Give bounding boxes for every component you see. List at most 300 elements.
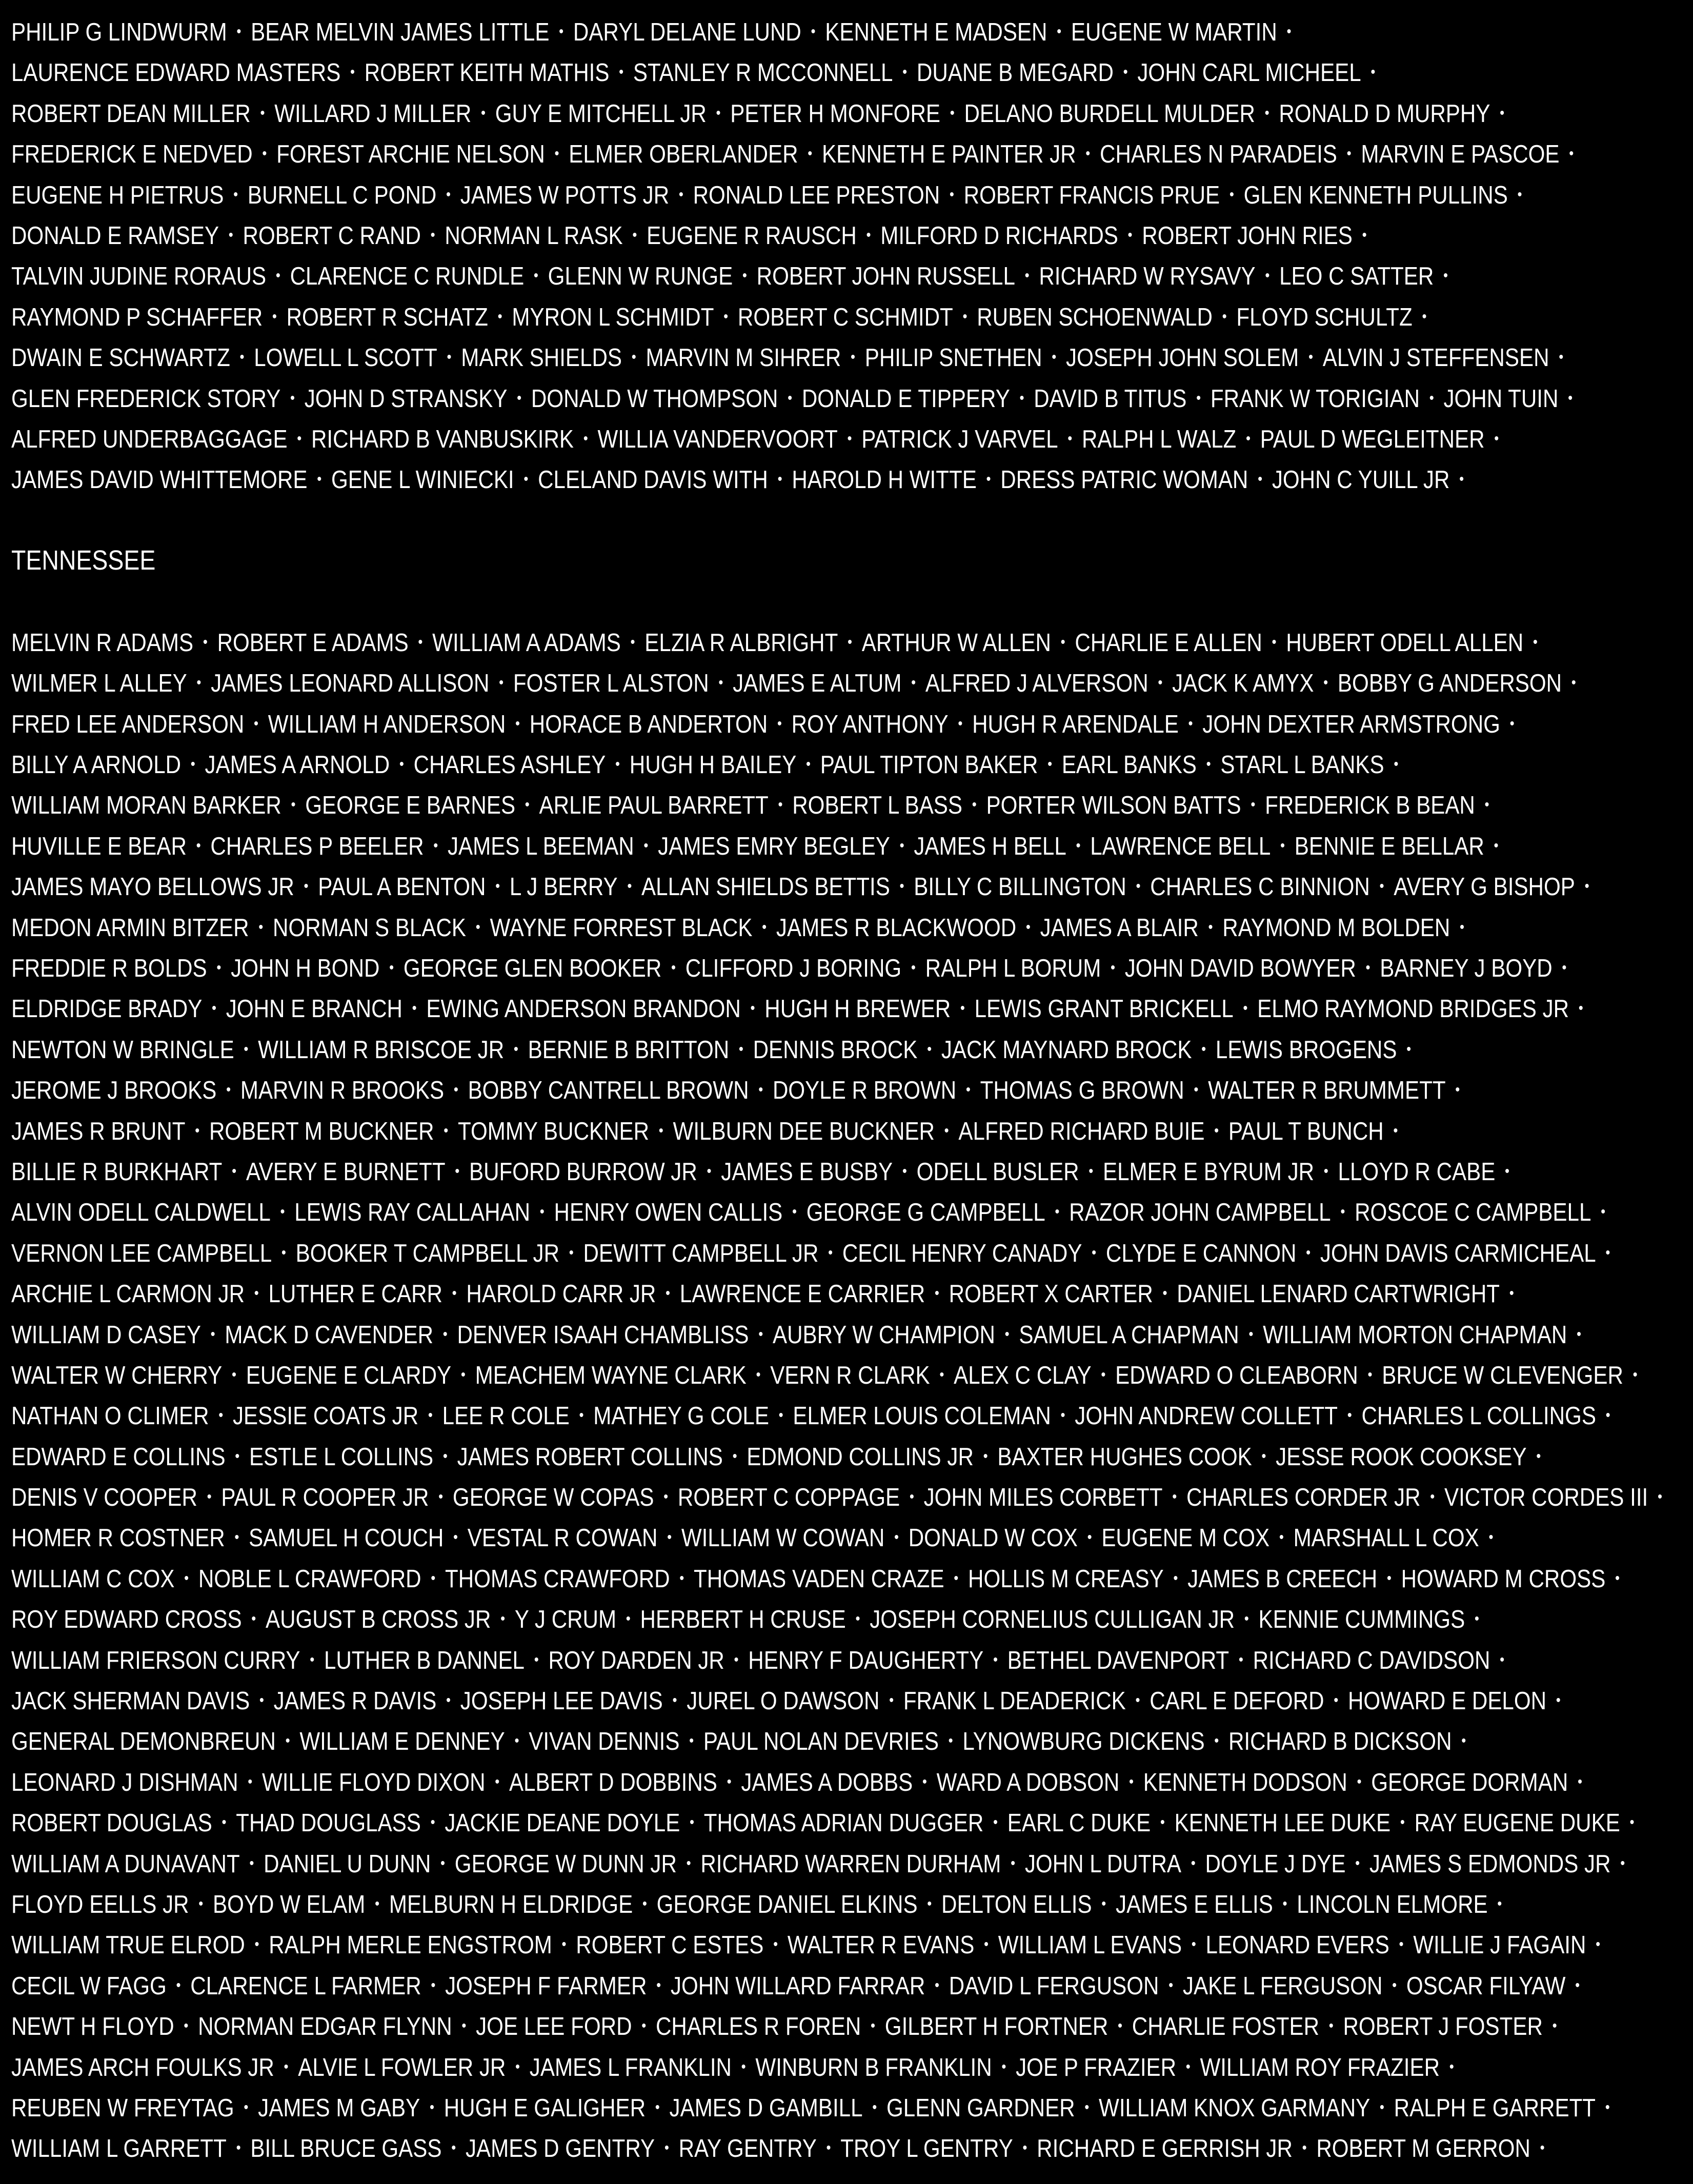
name-entry: JOSEPH F FARMER xyxy=(445,1972,647,2000)
bullet-separator: • xyxy=(375,1895,380,1912)
name-entry: NATHAN O CLIMER xyxy=(11,1402,209,1430)
bullet-separator: • xyxy=(1238,1651,1243,1668)
bullet-separator: • xyxy=(1386,1569,1392,1587)
name-entry: RALPH MERLE ENGSTROM xyxy=(269,1931,552,1959)
name-entry: KENNETH E MADSEN xyxy=(825,18,1047,46)
bullet-separator: • xyxy=(442,1325,448,1343)
name-entry: RICHARD B VANBUSKIRK xyxy=(311,425,574,453)
bullet-separator: • xyxy=(281,1244,286,1261)
name-entry: RALPH L BORUM xyxy=(925,954,1101,982)
name-entry: EUGENE W MARTIN xyxy=(1071,18,1277,46)
bullet-separator: • xyxy=(1136,878,1141,895)
name-entry: CHARLES L COLLINGS xyxy=(1361,1402,1596,1430)
name-entry: HUBERT ODELL ALLEN xyxy=(1286,629,1524,657)
name-row xyxy=(11,1843,1625,1884)
name-entry: JAMES D GENTRY xyxy=(465,2135,655,2163)
name-entry: MARK SHIELDS xyxy=(461,344,622,372)
bullet-separator: • xyxy=(1084,2098,1090,2116)
name-entry: HUGH R ARENDALE xyxy=(972,710,1179,738)
name-entry: JAMES E BUSBY xyxy=(721,1158,893,1186)
bullet-separator: • xyxy=(262,145,267,163)
bullet-separator: • xyxy=(899,837,904,854)
name-entry: CHARLES N PARADEIS xyxy=(1100,140,1337,169)
bullet-separator: • xyxy=(1461,1732,1466,1750)
bullet-separator: • xyxy=(851,349,856,366)
bullet-separator: • xyxy=(218,1407,224,1424)
bullet-separator: • xyxy=(902,1162,907,1180)
name-entry: HOMER R COSTNER xyxy=(11,1524,225,1552)
bullet-separator: • xyxy=(656,1976,661,1994)
name-entry: MACK D CAVENDER xyxy=(225,1321,434,1349)
name-entry: ROBERT C ESTES xyxy=(576,1931,764,1959)
name-entry: LAWRENCE E CARRIER xyxy=(679,1280,925,1308)
bullet-separator: • xyxy=(658,1122,663,1139)
bullet-separator: • xyxy=(962,308,968,325)
bullet-separator: • xyxy=(440,1854,446,1872)
bullet-separator: • xyxy=(1261,1447,1266,1465)
name-row xyxy=(11,1314,1582,1354)
bullet-separator: • xyxy=(732,1447,737,1465)
bullet-separator: • xyxy=(707,1162,712,1180)
name-entry: RICHARD B DICKSON xyxy=(1228,1728,1452,1756)
name-entry: MATHEY G COLE xyxy=(593,1402,769,1430)
bullet-separator: • xyxy=(626,1610,631,1628)
name-row xyxy=(11,337,1564,377)
name-entry: PHILIP G LINDWURM xyxy=(11,18,227,46)
name-row xyxy=(11,52,1453,92)
name-entry: JAMES W POTTS JR xyxy=(460,181,670,209)
name-entry: JOHN MILES CORBETT xyxy=(923,1484,1163,1512)
name-entry: JAMES L BEEMAN xyxy=(447,832,634,860)
name-row xyxy=(11,907,1465,947)
bullet-separator: • xyxy=(1357,1773,1362,1790)
name-entry: THAD DOUGLASS xyxy=(236,1809,421,1837)
bullet-separator: • xyxy=(716,104,721,122)
bullet-separator: • xyxy=(1282,1895,1287,1912)
bullet-separator: • xyxy=(723,308,729,325)
bullet-separator: • xyxy=(1323,674,1328,692)
name-entry: ROY EDWARD CROSS xyxy=(11,1606,242,1634)
bullet-separator: • xyxy=(1584,878,1589,895)
bullet-separator: • xyxy=(1355,1854,1360,1872)
name-entry: DUANE B MEGARD xyxy=(916,59,1114,87)
bullet-separator: • xyxy=(212,1000,217,1017)
name-row xyxy=(11,1232,1610,1273)
bullet-separator: • xyxy=(1011,1854,1016,1872)
bullet-separator: • xyxy=(1265,267,1270,285)
name-entry: BEAR MELVIN JAMES LITTLE xyxy=(251,18,550,46)
name-entry: JAMES MAYO BELLOWS JR xyxy=(11,873,294,901)
name-entry: CLIFFORD J BORING xyxy=(685,954,902,982)
name-entry: RICHARD C DAVIDSON xyxy=(1253,1646,1490,1674)
bullet-separator: • xyxy=(773,1936,778,1953)
bullet-separator: • xyxy=(475,918,480,936)
bullet-separator: • xyxy=(960,1000,965,1017)
bullet-separator: • xyxy=(446,186,451,203)
bullet-separator: • xyxy=(742,267,747,285)
name-entry: WILLIAM MORAN BARKER xyxy=(11,792,281,820)
name-entry: JESSIE COATS JR xyxy=(232,1402,419,1430)
name-entry: ALVIE L FOWLER JR xyxy=(298,2053,506,2081)
bullet-separator: • xyxy=(993,1814,998,1831)
name-row xyxy=(11,1069,1460,1110)
name-entry: FREDDIE R BOLDS xyxy=(11,954,207,982)
bullet-separator: • xyxy=(233,186,238,203)
bullet-separator: • xyxy=(1615,1569,1620,1587)
name-entry: ROBERT C COPPAGE xyxy=(677,1484,900,1512)
name-entry: MARSHALL L COX xyxy=(1293,1524,1479,1552)
name-entry: VESTAL R COWAN xyxy=(467,1524,658,1552)
bullet-separator: • xyxy=(1057,23,1062,40)
name-entry: JOHN DAVID BOWYER xyxy=(1124,954,1356,982)
bullet-separator: • xyxy=(1575,1976,1580,1994)
bullet-separator: • xyxy=(950,104,955,122)
name-entry: FREDERICK E NEDVED xyxy=(11,140,253,169)
bullet-separator: • xyxy=(1429,389,1434,407)
bullet-separator: • xyxy=(1392,1976,1397,1994)
bullet-separator: • xyxy=(1087,1529,1092,1546)
bullet-separator: • xyxy=(231,1366,237,1383)
bullet-separator: • xyxy=(678,186,683,203)
bullet-separator: • xyxy=(777,715,782,732)
bullet-separator: • xyxy=(826,2139,831,2157)
name-entry: GUY E MITCHELL JR xyxy=(495,99,707,128)
name-entry: WILLIAM A DUNAVANT xyxy=(11,1850,240,1878)
bullet-separator: • xyxy=(1001,2058,1006,2075)
bullet-separator: • xyxy=(1168,1976,1174,1994)
name-entry: DONALD E TIPPERY xyxy=(801,385,1010,413)
name-entry: RAZOR JOHN CAMPBELL xyxy=(1069,1199,1331,1227)
name-entry: AUBRY W CHAMPION xyxy=(772,1321,995,1349)
name-entry: JAMES E ELLIS xyxy=(1116,1890,1273,1918)
name-entry: BERNIE B BRITTON xyxy=(528,1036,730,1064)
name-entry: RICHARD W RYSAVY xyxy=(1039,262,1256,291)
name-entry: GEORGE G CAMPBELL xyxy=(806,1199,1045,1227)
name-entry: DRESS PATRIC WOMAN xyxy=(1000,466,1248,494)
bullet-separator: • xyxy=(539,1203,545,1221)
bullet-separator: • xyxy=(1286,23,1292,40)
bullet-separator: • xyxy=(216,959,221,976)
bullet-separator: • xyxy=(1500,1651,1505,1668)
name-entry: JOHN DAVIS CARMICHEAL xyxy=(1320,1239,1596,1267)
bullet-separator: • xyxy=(453,1529,458,1546)
name-entry: DENIS V COOPER xyxy=(11,1484,197,1512)
name-entry: REUBEN W FREYTAG xyxy=(11,2094,234,2122)
name-row xyxy=(11,744,1453,784)
bullet-separator: • xyxy=(583,430,588,447)
name-row xyxy=(11,1354,1638,1395)
bullet-separator: • xyxy=(1569,145,1574,163)
bullet-separator: • xyxy=(939,1366,944,1383)
name-entry: LLOYD R CABE xyxy=(1338,1158,1496,1186)
name-entry: ARLIE PAUL BARRETT xyxy=(539,792,769,820)
bullet-separator: • xyxy=(1577,1325,1582,1343)
bullet-separator: • xyxy=(451,2139,456,2157)
name-entry: RUBEN SCHOENWALD xyxy=(977,303,1213,331)
bullet-separator: • xyxy=(871,2017,876,2035)
bullet-separator: • xyxy=(1632,1366,1638,1383)
bullet-separator: • xyxy=(1605,2098,1610,2116)
name-row xyxy=(11,2047,1453,2087)
bullet-separator: • xyxy=(1127,226,1133,244)
bullet-separator: • xyxy=(228,226,233,244)
bullet-separator: • xyxy=(428,1407,433,1424)
bullet-separator: • xyxy=(1488,1529,1494,1546)
bullet-separator: • xyxy=(1245,430,1251,447)
bullet-separator: • xyxy=(430,1814,435,1831)
name-entry: DOYLE J DYE xyxy=(1205,1850,1346,1878)
name-row xyxy=(11,866,1589,906)
name-entry: ROBERT C RAND xyxy=(243,221,421,250)
bullet-separator: • xyxy=(686,1854,691,1872)
bullet-separator: • xyxy=(1393,1122,1398,1139)
bullet-separator: • xyxy=(718,674,723,692)
name-entry: JOHN ANDREW COLLETT xyxy=(1075,1402,1338,1430)
name-entry: JOE P FRAZIER xyxy=(1016,2053,1177,2081)
name-entry: CLYDE E CANNON xyxy=(1105,1239,1297,1267)
name-entry: THOMAS VADEN CRAZE xyxy=(694,1565,944,1593)
name-entry: DOYLE R BROWN xyxy=(772,1077,957,1105)
name-row xyxy=(11,1436,1541,1477)
name-entry: NORMAN S BLACK xyxy=(273,914,467,942)
bullet-separator: • xyxy=(1323,1162,1328,1180)
name-entry: TROY L GENTRY xyxy=(840,2135,1013,2163)
name-entry: JOHN D STRANSKY xyxy=(304,385,508,413)
name-entry: JAMES A BLAIR xyxy=(1040,914,1199,942)
bullet-separator: • xyxy=(515,2058,520,2075)
bullet-separator: • xyxy=(922,1773,927,1790)
name-entry: RAY EUGENE DUKE xyxy=(1414,1809,1620,1837)
bullet-separator: • xyxy=(1459,471,1464,488)
bullet-separator: • xyxy=(1568,389,1573,407)
name-entry: WILLIAM E DENNEY xyxy=(299,1728,505,1756)
name-entry: NEWT H FLOYD xyxy=(11,2013,174,2041)
name-entry: WILBURN DEE BUCKNER xyxy=(673,1117,935,1145)
name-entry: JAMES B CREECH xyxy=(1187,1565,1378,1593)
bullet-separator: • xyxy=(418,633,423,651)
bullet-separator: • xyxy=(460,1366,466,1383)
name-entry: BAXTER HUGHES COOK xyxy=(997,1443,1252,1471)
name-entry: JUREL O DAWSON xyxy=(687,1687,880,1715)
bullet-separator: • xyxy=(244,2098,249,2116)
name-entry: L J BERRY xyxy=(509,873,618,901)
bullet-separator: • xyxy=(889,1692,894,1709)
bullet-separator: • xyxy=(1229,186,1234,203)
name-entry: JOSEPH JOHN SOLEM xyxy=(1066,344,1299,372)
name-entry: WILLIAM C COX xyxy=(11,1565,175,1593)
name-entry: WILMER L ALLEY xyxy=(11,670,187,698)
name-entry: GENE L WINIECKI xyxy=(331,466,514,494)
name-entry: EARL C DUKE xyxy=(1007,1809,1151,1837)
name-entry: JOHN CARL MICHEEL xyxy=(1137,59,1361,87)
bullet-separator: • xyxy=(1399,1936,1404,1953)
bullet-separator: • xyxy=(1022,2139,1027,2157)
name-entry: JACK SHERMAN DAVIS xyxy=(11,1687,250,1715)
name-row xyxy=(11,622,1538,662)
bullet-separator: • xyxy=(1605,1407,1610,1424)
bullet-separator: • xyxy=(260,104,265,122)
bullet-separator: • xyxy=(1379,2098,1384,2116)
name-entry: HOWARD E DELON xyxy=(1347,1687,1547,1715)
continued-state-section xyxy=(11,11,1688,500)
name-entry: EUGENE M COX xyxy=(1101,1524,1270,1552)
name-row xyxy=(11,1599,1479,1639)
name-row xyxy=(11,2128,1545,2168)
name-row xyxy=(11,662,1576,703)
name-entry: JAKE L FERGUSON xyxy=(1182,1972,1383,2000)
name-row xyxy=(11,133,1574,174)
name-entry: GLENN W RUNGE xyxy=(548,262,733,291)
name-entry: DENNIS BROCK xyxy=(753,1036,918,1064)
name-entry: JOE LEE FORD xyxy=(476,2013,632,2041)
name-row xyxy=(11,947,1567,988)
bullet-separator: • xyxy=(934,1285,939,1302)
name-entry: WILLIA VANDERVOORT xyxy=(597,425,838,453)
name-entry: LAWRENCE BELL xyxy=(1090,832,1271,860)
bullet-separator: • xyxy=(934,1976,939,1994)
name-entry: PAUL TIPTON BAKER xyxy=(820,751,1038,779)
name-entry: ALEX C CLAY xyxy=(954,1361,1092,1389)
name-entry: JOHN WILLARD FARRAR xyxy=(670,1972,925,2000)
bullet-separator: • xyxy=(195,1122,200,1139)
name-entry: JAMES LEONARD ALLISON xyxy=(211,670,490,698)
bullet-separator: • xyxy=(259,1692,264,1709)
name-row xyxy=(11,459,1464,499)
name-row xyxy=(11,93,1505,133)
name-entry: DELANO BURDELL MULDER xyxy=(964,99,1255,128)
name-entry: WILLIAM A ADAMS xyxy=(432,629,621,657)
name-entry: JESSE ROOK COOKSEY xyxy=(1276,1443,1527,1471)
name-entry: GLEN FREDERICK STORY xyxy=(11,385,281,413)
name-entry: DENVER ISAAH CHAMBLISS xyxy=(457,1321,749,1349)
name-entry: WAYNE FORREST BLACK xyxy=(490,914,753,942)
name-entry: PATRICK J VARVEL xyxy=(861,425,1058,453)
bullet-separator: • xyxy=(958,715,963,732)
name-row xyxy=(11,1558,1620,1599)
bullet-separator: • xyxy=(1158,674,1163,692)
name-entry: JACK MAYNARD BROCK xyxy=(941,1036,1192,1064)
name-entry: WILLIAM MORTON CHAPMAN xyxy=(1263,1321,1567,1349)
name-entry: GEORGE W DUNN JR xyxy=(454,1850,677,1878)
bullet-separator: • xyxy=(569,1244,574,1261)
bullet-separator: • xyxy=(272,308,277,325)
bullet-separator: • xyxy=(1509,715,1515,732)
name-entry: VICTOR CORDES III xyxy=(1444,1484,1648,1512)
bullet-separator: • xyxy=(285,1732,290,1750)
name-entry: ROBERT J FOSTER xyxy=(1343,2013,1543,2041)
bullet-separator: • xyxy=(1556,1692,1561,1709)
name-entry: ELMER E BYRUM JR xyxy=(1102,1158,1315,1186)
bullet-separator: • xyxy=(690,1814,695,1831)
name-entry: MYRON L SCHMIDT xyxy=(512,303,714,331)
name-entry: MARVIN M SIHRER xyxy=(646,344,841,372)
bullet-separator: • xyxy=(1362,226,1367,244)
name-entry: DONALD E RAMSEY xyxy=(11,221,219,250)
name-entry: JOHN E BRANCH xyxy=(226,995,402,1023)
name-entry: VERNON LEE CAMPBELL xyxy=(11,1239,272,1267)
name-entry: HAROLD CARR JR xyxy=(466,1280,656,1308)
bullet-separator: • xyxy=(1394,756,1399,773)
name-entry: LEONARD J DISHMAN xyxy=(11,1768,238,1796)
bullet-separator: • xyxy=(1334,1692,1339,1709)
name-entry: GEORGE DORMAN xyxy=(1371,1768,1568,1796)
bullet-separator: • xyxy=(1055,1203,1060,1221)
bullet-separator: • xyxy=(533,267,538,285)
name-entry: ROBERT E ADAMS xyxy=(217,629,409,657)
name-entry: KENNETH LEE DUKE xyxy=(1174,1809,1391,1837)
name-entry: EDWARD O CLEABORN xyxy=(1115,1361,1358,1389)
name-entry: FLOYD SCHULTZ xyxy=(1236,303,1413,331)
name-entry: WILLIAM FRIERSON CURRY xyxy=(11,1646,300,1674)
bullet-separator: • xyxy=(1129,1773,1134,1790)
name-entry: ROBERT DOUGLAS xyxy=(11,1809,212,1837)
name-row xyxy=(11,1802,1635,1843)
name-entry: CHARLES P BEELER xyxy=(210,832,424,860)
bullet-separator: • xyxy=(554,145,559,163)
name-entry: BILLY A ARNOLD xyxy=(11,751,182,779)
name-entry: FLOYD EELLS JR xyxy=(11,1890,189,1918)
name-entry: LEO C SATTER xyxy=(1279,262,1434,291)
name-entry: BENNIE E BELLAR xyxy=(1294,832,1484,860)
name-entry: NORMAN EDGAR FLYNN xyxy=(198,2013,452,2041)
bullet-separator: • xyxy=(1052,349,1057,366)
bullet-separator: • xyxy=(244,1040,249,1058)
bullet-separator: • xyxy=(534,1651,539,1668)
bullet-separator: • xyxy=(627,878,632,895)
bullet-separator: • xyxy=(619,64,624,81)
bullet-separator: • xyxy=(1251,796,1256,814)
name-row xyxy=(11,1721,1466,1761)
name-entry: FRED LEE ANDERSON xyxy=(11,710,245,738)
name-row xyxy=(11,1395,1610,1435)
bullet-separator: • xyxy=(253,715,259,732)
bullet-separator: • xyxy=(615,756,620,773)
name-entry: PAUL T BUNCH xyxy=(1228,1117,1384,1145)
bullet-separator: • xyxy=(1196,389,1201,407)
bullet-separator: • xyxy=(184,1569,189,1587)
bullet-separator: • xyxy=(758,1081,763,1099)
name-entry: WALTER R EVANS xyxy=(787,1931,975,1959)
bullet-separator: • xyxy=(1494,430,1499,447)
name-entry: BILLIE R BURKHART xyxy=(11,1158,223,1186)
name-entry: BOOKER T CAMPBELL JR xyxy=(295,1239,560,1267)
name-entry: NORMAN L RASK xyxy=(445,221,623,250)
bullet-separator: • xyxy=(317,471,322,488)
bullet-separator: • xyxy=(442,1447,448,1465)
bullet-separator: • xyxy=(984,1936,989,1953)
name-entry: ALLAN SHIELDS BETTIS xyxy=(641,873,890,901)
bullet-separator: • xyxy=(499,674,504,692)
name-entry: ROBERT M BUCKNER xyxy=(209,1117,434,1145)
bullet-separator: • xyxy=(902,64,908,81)
name-entry: ALVIN J STEFFENSEN xyxy=(1322,344,1549,372)
name-entry: WILLIE J FAGAIN xyxy=(1413,1931,1586,1959)
bullet-separator: • xyxy=(431,1569,436,1587)
bullet-separator: • xyxy=(1214,1122,1219,1139)
bullet-separator: • xyxy=(254,1936,259,1953)
name-row xyxy=(11,1884,1502,1924)
name-entry: JAMES E ALTUM xyxy=(733,670,902,698)
name-entry: ROSCOE C CAMPBELL xyxy=(1355,1199,1591,1227)
name-entry: JOSEPH LEE DAVIS xyxy=(460,1687,663,1715)
bullet-separator: • xyxy=(1258,471,1263,488)
name-row xyxy=(11,11,1453,52)
name-entry: JOHN H BOND xyxy=(231,954,380,982)
name-entry: ALFRED J ALVERSON xyxy=(925,670,1148,698)
bullet-separator: • xyxy=(284,2058,289,2075)
bullet-separator: • xyxy=(948,1732,953,1750)
bullet-separator: • xyxy=(986,471,991,488)
